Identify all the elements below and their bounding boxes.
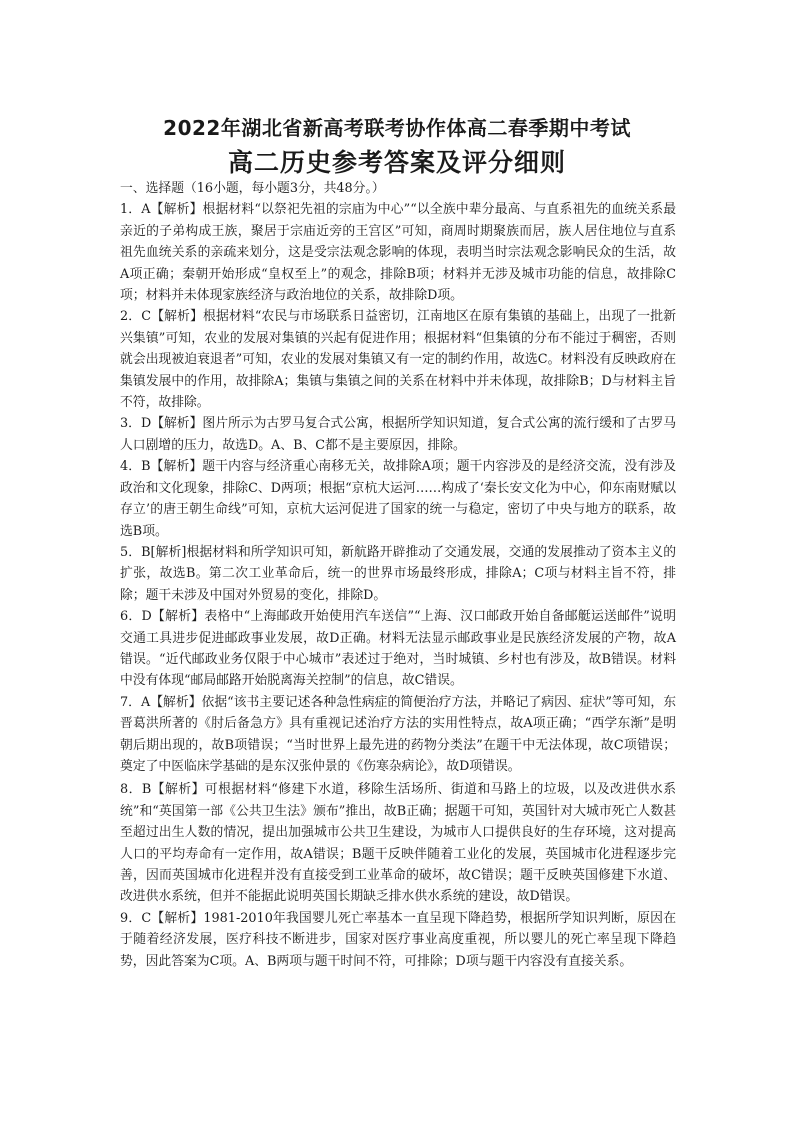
answer-item-1: 1．A【解析】根据材料“以祭祀先祖的宗庙为中心”“以全族中辈分最高、与直系祖先的血统关系最亲近的子弟构成王族，聚居于宗庙近旁的王宫区”可知，商周时期聚族而居，族人居住地位与直系祖先血统关系的亲疏来划分，这是受宗法观念影响的体现，表明当时宗法观念影响民众的生活，故A项正确；秦朝开始形成“皇权至上”的观念，排除B项；材料并无涉及城市功能的信息，故排除C项；材料并未体现家族经济与政治地位的关系，故排除D项。 — [120, 202, 676, 304]
answer-item-4: 4．B【解析】题干内容与经济重心南移无关，故排除A项；题干内容涉及的是经济交流，没有涉及政治和文化现象，排除C、D两项；根据“京杭大运河……构成了‘秦长安文化为中心，仰东南财赋以存立’的唐王朝生命线”可知，京杭大运河促进了国家的统一与稳定，密切了中央与地方的联系，故选B项。 — [120, 459, 676, 539]
answer-item-2: 2．C【解析】根据材料“农民与市场联系日益密切，江南地区在原有集镇的基础上，出现了一批新兴集镇”可知，农业的发展对集镇的兴起有促进作用；根据材料“但集镇的分布不能过于稠密，否则就会出现被迫衰退者”可知，农业的发展对集镇又有一定的制约作用，故选C。材料没有反映政府在集镇发展中的作用，故排除A；集镇与集镇之间的关系在材料中并未体现，故排除B；D与材料主旨不符，故排除。 — [120, 309, 676, 411]
answer-item-5: 5．B[解析]根据材料和所学知识可知，新航路开辟推动了交通发展，交通的发展推动了资本主义的扩张，故选B。第二次工业革命后，统一的世界市场最终形成，排除A；C项与材料主旨不符，排除；题干未涉及中国对外贸易的变化，排除D。 — [120, 544, 676, 603]
exam-title: 2022年湖北省新高考联考协作体高二春季期中考试 — [163, 116, 631, 140]
answer-item-3: 3．D【解析】图片所示为古罗马复合式公寓，根据所学知识知道，复合式公寓的流行缓和了古罗马人口剧增的压力，故选D。A、B、C都不是主要原因，排除。 — [120, 416, 676, 453]
answer-item-7: 7．A【解析】依据“该书主要记述各种急性病症的简便治疗方法，并略记了病因、症状”等可知，东晋葛洪所著的《肘后备急方》具有重视记述治疗方法的实用性特点，故A项正确；“西学东渐”是明朝后期出现的，故B项错误；“当时世界上最先进的药物分类法”在题干中无法体现，故C项错误；奠定了中医临床学基础的是东汉张仲景的《伤寒杂病论》，故D项错误。 — [120, 694, 676, 774]
answer-item-6: 6．D【解析】表格中“上海邮政开始使用汽车送信”“上海、汉口邮政开始自备邮艇运送邮件”说明交通工具进步促进邮政事业发展，故D正确。材料无法显示邮政事业是民族经济发展的产物，故A错误。“近代邮政业务仅限于中心城市”表述过于绝对，当时城镇、乡村也有涉及，故B错误。材料中没有体现“邮局邮路开始脱离海关控制”的信息，故C错误。 — [120, 609, 676, 689]
answer-key-title: 高二历史参考答案及评分细则 — [227, 148, 566, 177]
answer-content — [120, 178, 676, 972]
section-heading: 一、选择题（16小题，每小题3分，共48分。） — [120, 181, 385, 196]
answer-item-9: 9．C【解析】1981-2010年我国婴儿死亡率基本一直呈现下降趋势，根据所学知识判断，原因在于随着经济发展，医疗科技不断进步，国家对医疗事业高度重视，所以婴儿的死亡率呈现下降趋势，因此答案为C项。A、B两项与题干时间不符，可排除；D项与题干内容没有直接关系。 — [120, 910, 676, 969]
answer-item-8: 8．B【解析】可根据材料“修建下水道，移除生活场所、街道和马路上的垃圾，以及改进供水系统”和“英国第一部《公共卫生法》颁布”推出，故B正确；据题干可知，英国针对大城市死亡人数甚至超过出生人数的情况，提出加强城市公共卫生建设，为城市人口提供良好的生存环境，这对提高人口的平均寿命有一定作用，故A错误；B题干反映伴随着工业化的发展，英国城市化进程逐步完善，因而英国城市化进程并没有直接受到工业革命的破坏，故C错误；题干反映英国修建下水道、改进供水系统，但并不能据此说明英国长期缺乏排水供水系统的建设，故D错误。 — [120, 782, 676, 905]
